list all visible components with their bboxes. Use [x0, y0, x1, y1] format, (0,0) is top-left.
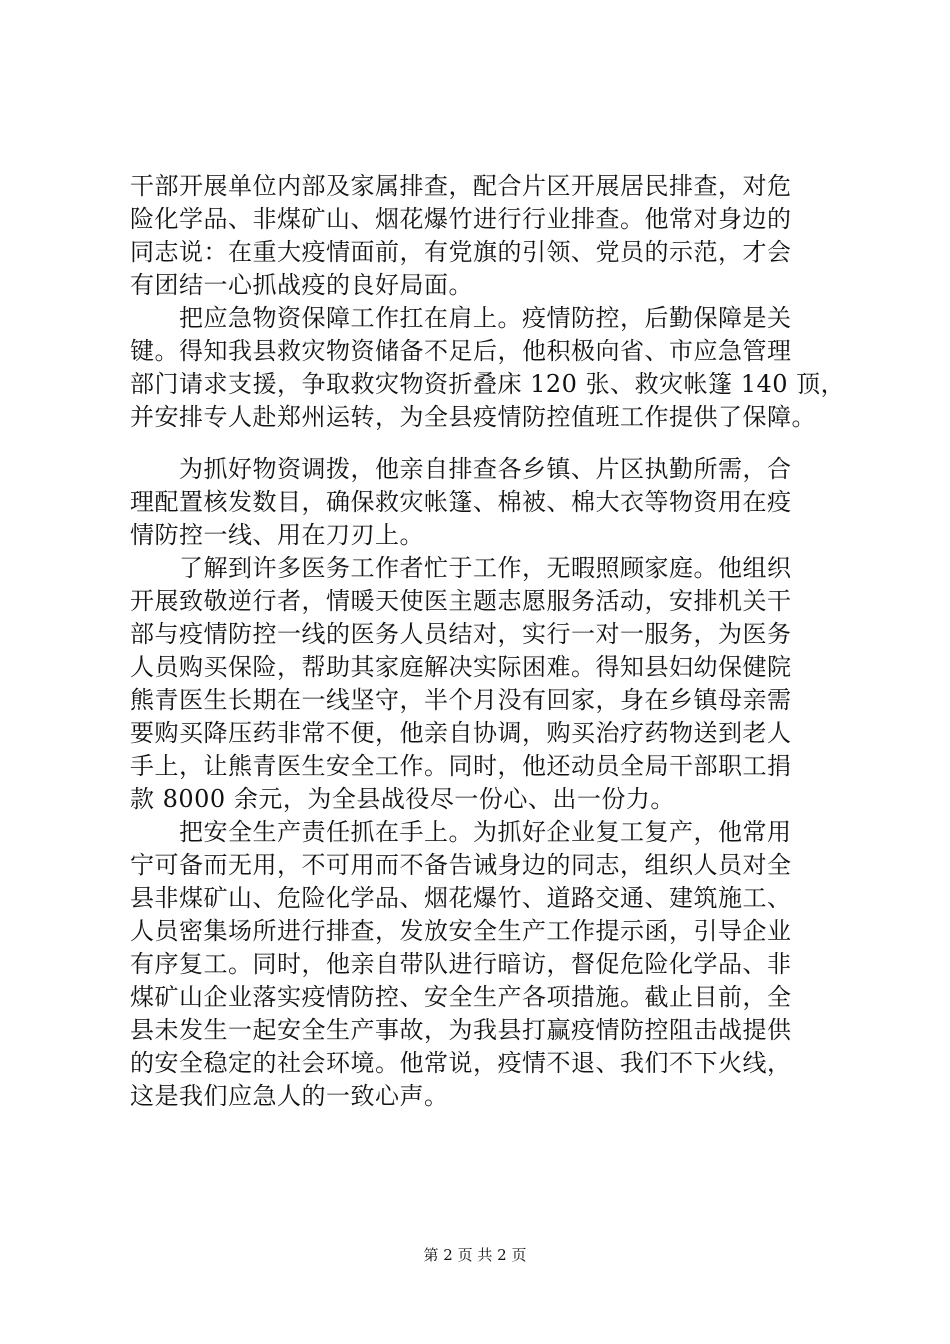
- page-footer: 第 2 页 共 2 页: [423, 1246, 527, 1264]
- text-line: 人员购买保险，帮助其家庭解决实际困难。得知县妇幼保健院: [130, 653, 792, 681]
- text-line: 要购买降压药非常不便，他亲自协调，购买治疗药物送到老人: [130, 719, 792, 747]
- text-line: 为抓好物资调拨，他亲自排查各乡镇、片区执勤所需，合: [130, 455, 792, 483]
- text-line: 险化学品、非煤矿山、烟花爆竹进行行业排查。他常对身边的: [130, 205, 792, 233]
- text-line: 情防控一线、用在刀刃上。: [130, 521, 424, 549]
- text-line: 把应急物资保障工作扛在肩上。疫情防控，后勤保障是关: [130, 304, 792, 332]
- text-line: 的安全稳定的社会环境。他常说，疫情不退、我们不下火线，: [130, 1049, 792, 1077]
- text-line: 干部开展单位内部及家属排查，配合片区开展居民排查，对危: [130, 172, 792, 200]
- text-line: 这是我们应急人的一致心声。: [130, 1082, 449, 1110]
- text-line: 部门请求支援，争取救灾物资折叠床 120 张、救灾帐篷 140 顶，: [130, 370, 846, 398]
- text-line: 县非煤矿山、危险化学品、烟花爆竹、道路交通、建筑施工、: [130, 884, 792, 912]
- text-line: 同志说：在重大疫情面前，有党旗的引领、党员的示范，才会: [130, 238, 792, 266]
- text-line: 款 8000 余元，为全县战役尽一份心、出一份力。: [130, 785, 675, 813]
- text-line: 把安全生产责任抓在手上。为抓好企业复工复产，他常用: [130, 818, 792, 846]
- text-line: 部与疫情防控一线的医务人员结对，实行一对一服务，为医务: [130, 620, 792, 648]
- text-line: 并安排专人赴郑州运转，为全县疫情防控值班工作提供了保障。: [130, 403, 816, 431]
- text-line: 人员密集场所进行排查，发放安全生产工作提示函，引导企业: [130, 917, 792, 945]
- text-line: 了解到许多医务工作者忙于工作，无暇照顾家庭。他组织: [130, 554, 792, 582]
- text-line: 手上，让熊青医生安全工作。同时，他还动员全局干部职工捐: [130, 752, 792, 780]
- text-line: 宁可备而无用，不可用而不备告诫身边的同志，组织人员对全: [130, 851, 792, 879]
- text-line: 煤矿山企业落实疫情防控、安全生产各项措施。截止目前，全: [130, 983, 792, 1011]
- text-line: 有团结一心抓战疫的良好局面。: [130, 271, 473, 299]
- text-line: 理配置核发数目，确保救灾帐篷、棉被、棉大衣等物资用在疫: [130, 488, 792, 516]
- text-line: 有序复工。同时，他亲自带队进行暗访，督促危险化学品、非: [130, 950, 792, 978]
- text-line: 熊青医生长期在一线坚守，半个月没有回家，身在乡镇母亲需: [130, 686, 792, 714]
- text-line: 键。得知我县救灾物资储备不足后，他积极向省、市应急管理: [130, 337, 792, 365]
- text-line: 开展致敬逆行者，情暖天使医主题志愿服务活动，安排机关干: [130, 587, 792, 615]
- text-line: 县未发生一起安全生产事故，为我县打赢疫情防控阻击战提供: [130, 1016, 792, 1044]
